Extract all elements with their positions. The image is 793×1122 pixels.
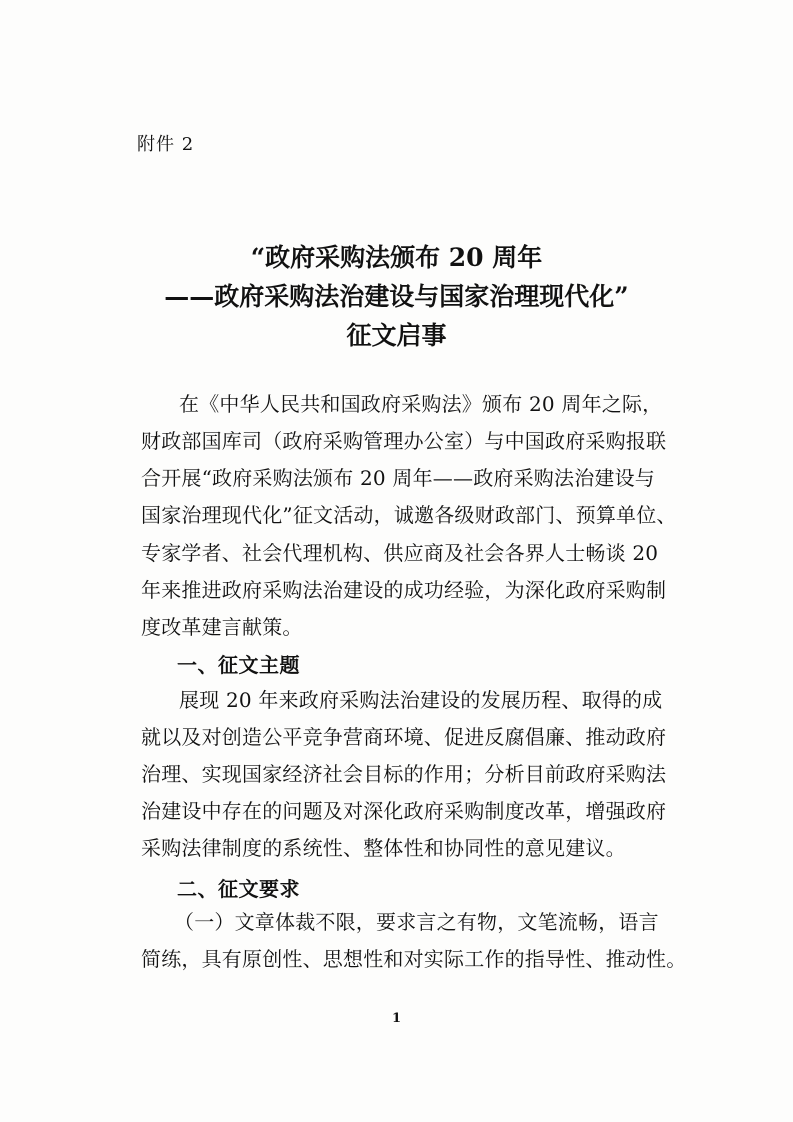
page-number: 1 (391, 1011, 402, 1026)
theme-line: 就以及对创造公平竞争营商环境、促进反腐倡廉、推动政府 (141, 725, 667, 749)
requirements-line: 简练，具有原创性、思想性和对实际工作的指导性、推动性。 (141, 947, 687, 971)
attachment-label: 附件 2 (137, 134, 195, 155)
theme-line: 治理、实现国家经济社会目标的作用；分析目前政府采购法 (141, 762, 667, 786)
title-line-1: “政府采购法颁布 20 周年 (250, 243, 543, 272)
requirements-line: （一）文章体裁不限，要求言之有物，文笔流畅，语言 (174, 910, 659, 934)
intro-line: 年来推进政府采购法治建设的成功经验，为深化政府采购制 (141, 578, 667, 602)
intro-line: 合开展“政府采购法颁布 20 周年——政府采购法治建设与 (141, 466, 655, 490)
section-heading-theme: 一、征文主题 (177, 653, 300, 677)
theme-line: 采购法律制度的系统性、整体性和协同性的意见建议。 (141, 836, 626, 860)
intro-line: 在《中华人民共和国政府采购法》颁布 20 周年之际， (179, 392, 663, 416)
section-heading-requirements: 二、征文要求 (177, 877, 300, 901)
title-line-3: 征文启事 (346, 321, 447, 350)
theme-line: 展现 20 年来政府采购法治建设的发展历程、取得的成 (179, 688, 663, 712)
theme-line: 治建设中存在的问题及对深化政府采购制度改革，增强政府 (141, 799, 667, 823)
intro-line: 财政部国库司（政府采购管理办公室）与中国政府采购报联 (141, 429, 667, 453)
intro-line: 专家学者、社会代理机构、供应商及社会各界人士畅谈 20 (141, 541, 659, 565)
intro-line: 度改革建言献策。 (141, 615, 303, 639)
intro-line: 国家治理现代化”征文活动，诚邀各级财政部门、预算单位、 (141, 503, 677, 527)
title-line-2: ——政府采购法治建设与国家治理现代化” (164, 282, 629, 311)
